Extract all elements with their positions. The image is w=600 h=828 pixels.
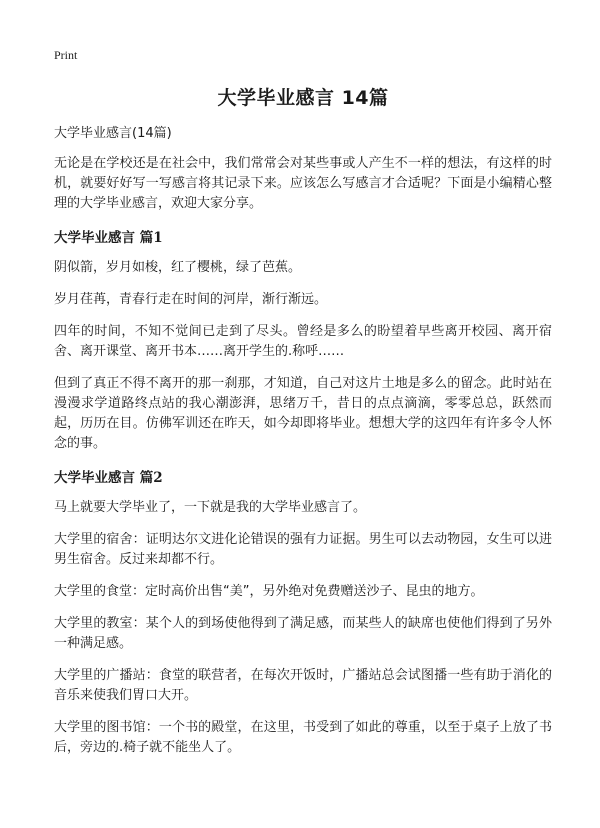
intro-paragraph: 无论是在学校还是在社会中，我们常常会对某些事或人产生不一样的想法，有这样的时机，就要好好写一写感言将其记录下来。应该怎么写感言才合适呢？下面是小编精心整理的大学毕业感言，欢迎大家分享。 — [54, 156, 552, 211]
paragraph: 大学里的图书馆：一个书的殿堂，在这里，书受到了如此的尊重，以至于桌子上放了书后，旁边的.椅子就不能坐人了。 — [54, 720, 552, 755]
paragraph: 大学里的教室：某个人的到场使他得到了满足感，而某些人的缺席也使他们得到了另外一种满足感。 — [54, 616, 552, 651]
section-1 — [54, 228, 552, 454]
paragraph: 四年的时间，不知不觉间已走到了尽头。曾经是多么的盼望着早些离开校园、离开宿舍、离开课堂、离开书本……离开学生的.称呼…… — [54, 324, 552, 359]
document-title: 大学毕业感言 14篇 — [217, 87, 389, 109]
paragraph: 大学里的广播站：食堂的联营者，在每次开饭时，广播站总会试图播一些有助于消化的音乐来使我们胃口大开。 — [54, 668, 552, 703]
paragraph: 大学里的宿舍：证明达尔文进化论错误的强有力证据。男生可以去动物园，女生可以进男生宿舍。反过来却都不行。 — [54, 532, 552, 567]
paragraph: 但到了真正不得不离开的那一刹那，才知道，自己对这片土地是多么的留念。此时站在漫漫求学道路终点站的我心潮澎湃，思绪万千，昔日的点点滴滴，零零总总，跃然而起，历历在目。仿佛军训还在昨天，如今却即将毕业。想想大学的这四年有许多令人怀念的事。 — [54, 376, 552, 451]
print-link[interactable]: Print — [54, 48, 78, 62]
paragraph: 阴似箭，岁月如梭，红了樱桃，绿了芭蕉。 — [54, 260, 302, 275]
section-2 — [54, 468, 552, 758]
document-subtitle: 大学毕业感言(14篇) — [54, 126, 172, 141]
section-heading: 大学毕业感言 篇2 — [54, 470, 163, 486]
paragraph: 马上就要大学毕业了，一下就是我的大学毕业感言了。 — [54, 500, 367, 515]
paragraph: 岁月荏苒，青春行走在时间的河岸，渐行渐远。 — [54, 292, 328, 307]
paragraph: 大学里的食堂：定时高价出售“美”，另外绝对免费赠送沙子、昆虫的地方。 — [54, 584, 484, 599]
section-heading: 大学毕业感言 篇1 — [54, 230, 163, 246]
